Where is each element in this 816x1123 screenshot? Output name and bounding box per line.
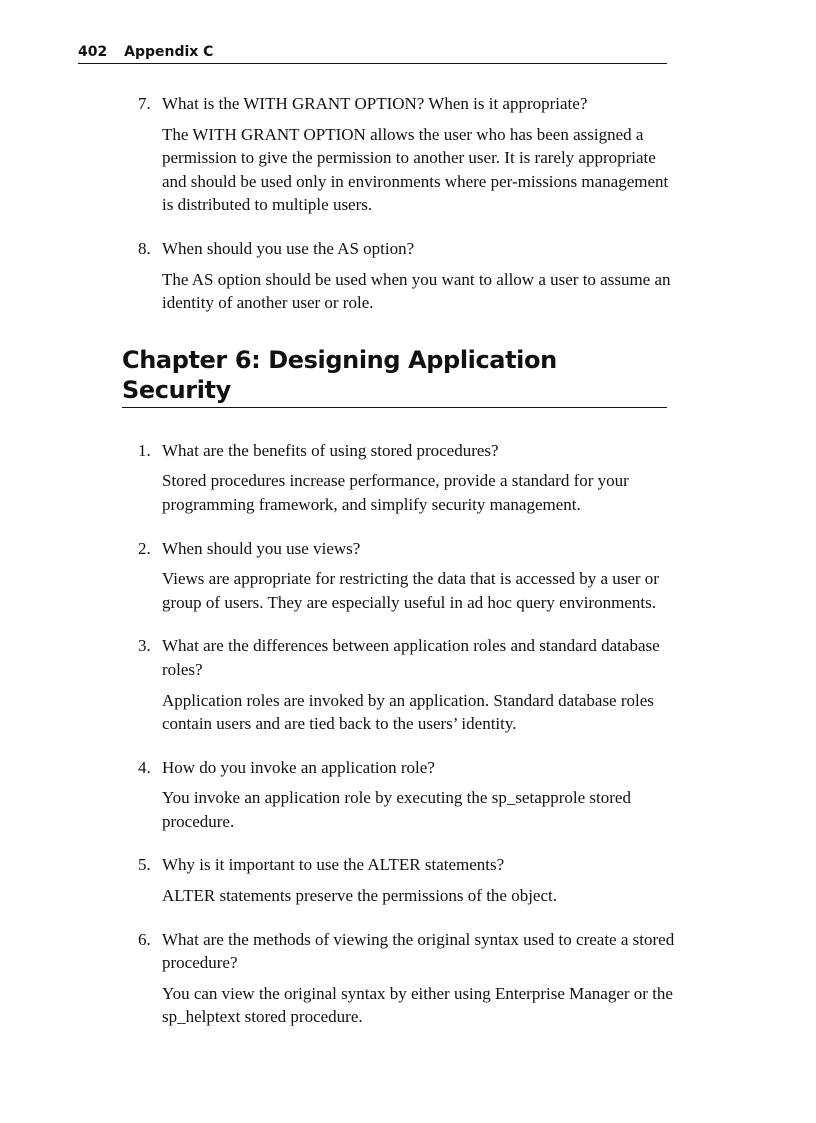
- question: [138, 928, 678, 975]
- qa-item: [138, 853, 678, 907]
- section-name: Appendix C: [124, 44, 214, 60]
- question-number: 8.: [138, 238, 151, 258]
- question-text: What is the WITH GRANT OPTION? When is it appropriate?: [162, 94, 588, 113]
- qa-item: [138, 537, 678, 615]
- qa-item: [138, 237, 678, 315]
- question-text: What are the methods of viewing the original syntax used to create a stored procedure?: [162, 929, 675, 973]
- question-text: How do you invoke an application role?: [162, 757, 435, 777]
- question-text: When should you use the AS option?: [162, 238, 415, 258]
- answer-text: You invoke an application role by executing the sp_setapprole stored procedure.: [162, 788, 631, 831]
- question-number: 4.: [138, 757, 151, 777]
- running-header: [78, 44, 667, 64]
- question: [138, 634, 678, 681]
- answer-text: Application roles are invoked by an application. Standard database roles contain users and are tied back to the users’ identity.: [162, 690, 654, 734]
- question-text: What are the benefits of using stored procedures?: [162, 440, 499, 460]
- question: [138, 439, 678, 463]
- qa-item: [138, 439, 678, 517]
- answer-text: ALTER statements preserve the permissions of the object.: [162, 886, 558, 906]
- question: [138, 237, 678, 261]
- qa-item: [138, 634, 678, 735]
- answer-text: You can view the original syntax by either using Enterprise Manager or the sp_helptext stored procedure.: [162, 983, 673, 1027]
- question: [138, 853, 678, 877]
- answer-text: Views are appropriate for restricting the data that is accessed by a user or group of users. They are especially useful in ad hoc query environments.: [162, 569, 659, 612]
- question-number: 6.: [138, 929, 151, 949]
- question-number: 1.: [138, 440, 151, 460]
- question-text: What are the differences between application roles and standard database roles?: [162, 636, 660, 679]
- question-number: 3.: [138, 636, 151, 656]
- qa-item: [138, 756, 678, 834]
- question-number: 2.: [138, 538, 151, 558]
- question-text: When should you use views?: [162, 538, 361, 558]
- question-text: Why is it important to use the ALTER statements?: [162, 855, 505, 875]
- qa-item: [138, 928, 678, 1029]
- question: [138, 537, 678, 561]
- question-number: 7.: [138, 94, 151, 113]
- answer-text: Stored procedures increase performance, provide a standard for your programming framework, and simplify security management.: [162, 471, 629, 514]
- question-number: 5.: [138, 855, 151, 875]
- question: [138, 756, 678, 780]
- question: [138, 92, 678, 116]
- qa-item: [138, 92, 678, 217]
- page-content: [122, 92, 678, 1049]
- answer-text: The AS option should be used when you want to allow a user to assume an identity of another user or role.: [162, 269, 671, 313]
- answer-text: The WITH GRANT OPTION allows the user who has been assigned a permission to give the permission to another user. It is rarely appropriate and should be used only in environments where per-missions management is distributed to multiple users.: [162, 124, 669, 215]
- page-number: 402: [78, 44, 108, 60]
- chapter-heading: Chapter 6: Designing Application Security: [122, 345, 667, 408]
